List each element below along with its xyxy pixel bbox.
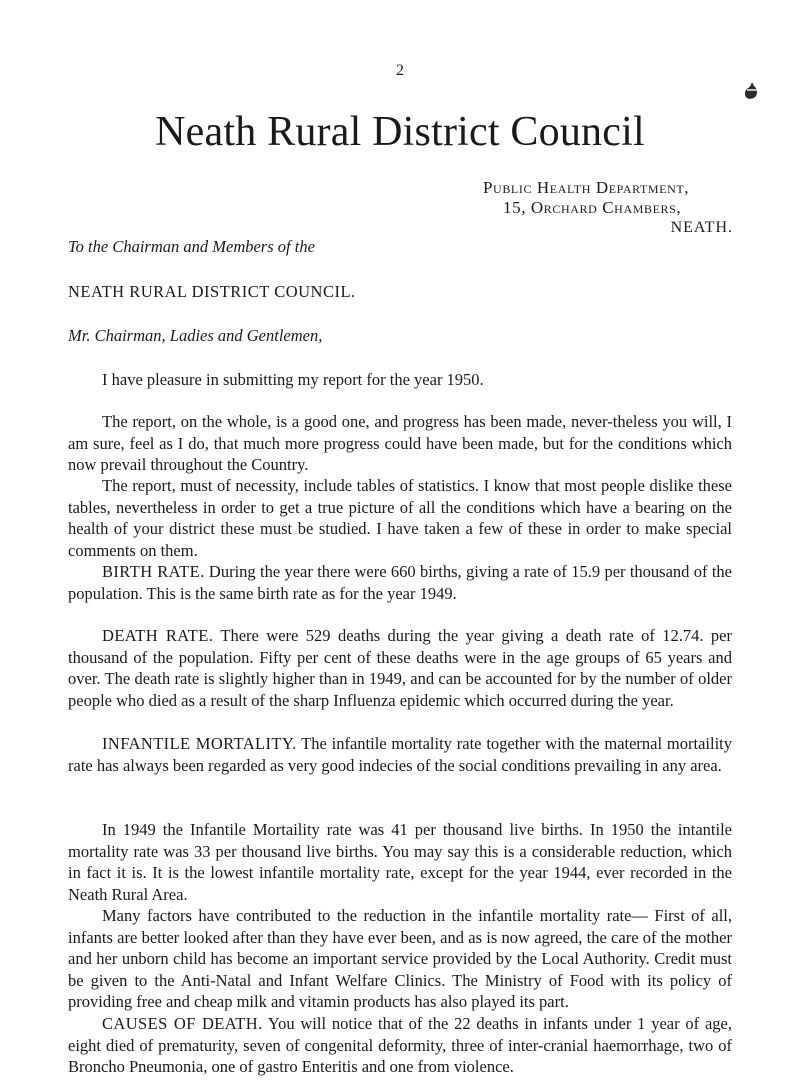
- address-line-department: Public Health Department,: [483, 178, 690, 197]
- infantile-mortality-text: The infantile mortality rate together with the maternal mortaility rate has always been regarded as very good indecies of the social conditions prevailing in any area.: [68, 734, 732, 775]
- addressee-council: NEATH RURAL DISTRICT COUNCIL.: [68, 282, 356, 301]
- ink-blot-mark-icon: [744, 82, 758, 105]
- death-rate-heading: DEATH RATE.: [102, 626, 214, 645]
- paragraph-birth-rate: [68, 561, 732, 604]
- page-title: Neath Rural District Council: [155, 109, 645, 155]
- paragraph-death-rate: [68, 625, 732, 711]
- paragraph-statistics: The report, must of necessity, include tables of statistics. I know that most people dislike these tables, nevertheless in order to get a true picture of all the conditions which have a bearing on the health of your district these must be studied. I have taken a few of these in order to make special comments on them.: [68, 476, 732, 560]
- page-number: 2: [396, 62, 404, 79]
- death-rate-text: There were 529 deaths during the year giving a death rate of 12.74. per thousand of the population. Fifty per cent of these deaths were in the age groups of 65 years and over. The death rate is slightly higher than in 1949, and can be accounted for by the number of older people who died as a result of the sharp Influenza epidemic which occurred during the year.: [68, 626, 732, 710]
- paragraph-intro: I have pleasure in submitting my report for the year 1950.: [102, 370, 484, 389]
- paragraph-causes-of-death: [68, 1013, 732, 1078]
- sender-address: [483, 178, 733, 238]
- addressee-line: To the Chairman and Members of the: [68, 237, 315, 256]
- greeting: Mr. Chairman, Ladies and Gentlemen,: [68, 326, 323, 345]
- address-line-town: NEATH.: [670, 219, 733, 236]
- address-line-street: 15, Orchard Chambers,: [503, 198, 682, 217]
- paragraph-mortality-1949-1950: In 1949 the Infantile Mortaility rate was 41 per thousand live births. In 1950 the intantile mortality rate was 33 per thousand live births. You may say this is a considerable reduction, which in fact it is. It is the lowest infantile mortality rate, except for the year 1944, ever recorded in the Neath Rural Area.: [68, 820, 732, 904]
- paragraph-infantile-mortality: [68, 733, 732, 776]
- causes-of-death-text: You will notice that of the 22 deaths in infants under 1 year of age, eight died of prematurity, seven of congenital deformity, three of inter-cranial haemorrhage, two of Broncho Pneumonia, one of gastro Enteritis and one from violence.: [68, 1014, 733, 1076]
- birth-rate-text: During the year there were 660 births, giving a rate of 15.9 per thousand of the population. This is the same birth rate as for the year 1949.: [68, 562, 732, 603]
- infantile-mortality-heading: INFANTILE MORTALITY.: [102, 734, 297, 753]
- paragraph-contributing-factors: Many factors have contributed to the reduction in the infantile mortality rate— First of all, infants are better looked after than they have ever been, and as is now agreed, the care of the mother and her unborn child has become an important service provided by the Local Authority. Credit must be given to the Anti-Natal and Infant Welfare Clinics. The Ministry of Food with its policy of providing free and cheap milk and vitamin products has also played its part.: [68, 906, 732, 1011]
- birth-rate-heading: BIRTH RATE.: [102, 562, 205, 581]
- causes-of-death-heading: CAUSES OF DEATH.: [102, 1014, 263, 1033]
- paragraph-progress: The report, on the whole, is a good one, and progress has been made, never-theless you will, I am sure, feel as I do, that much more progress could have been made, but for the conditions which now prevail throughout the Country.: [68, 412, 732, 474]
